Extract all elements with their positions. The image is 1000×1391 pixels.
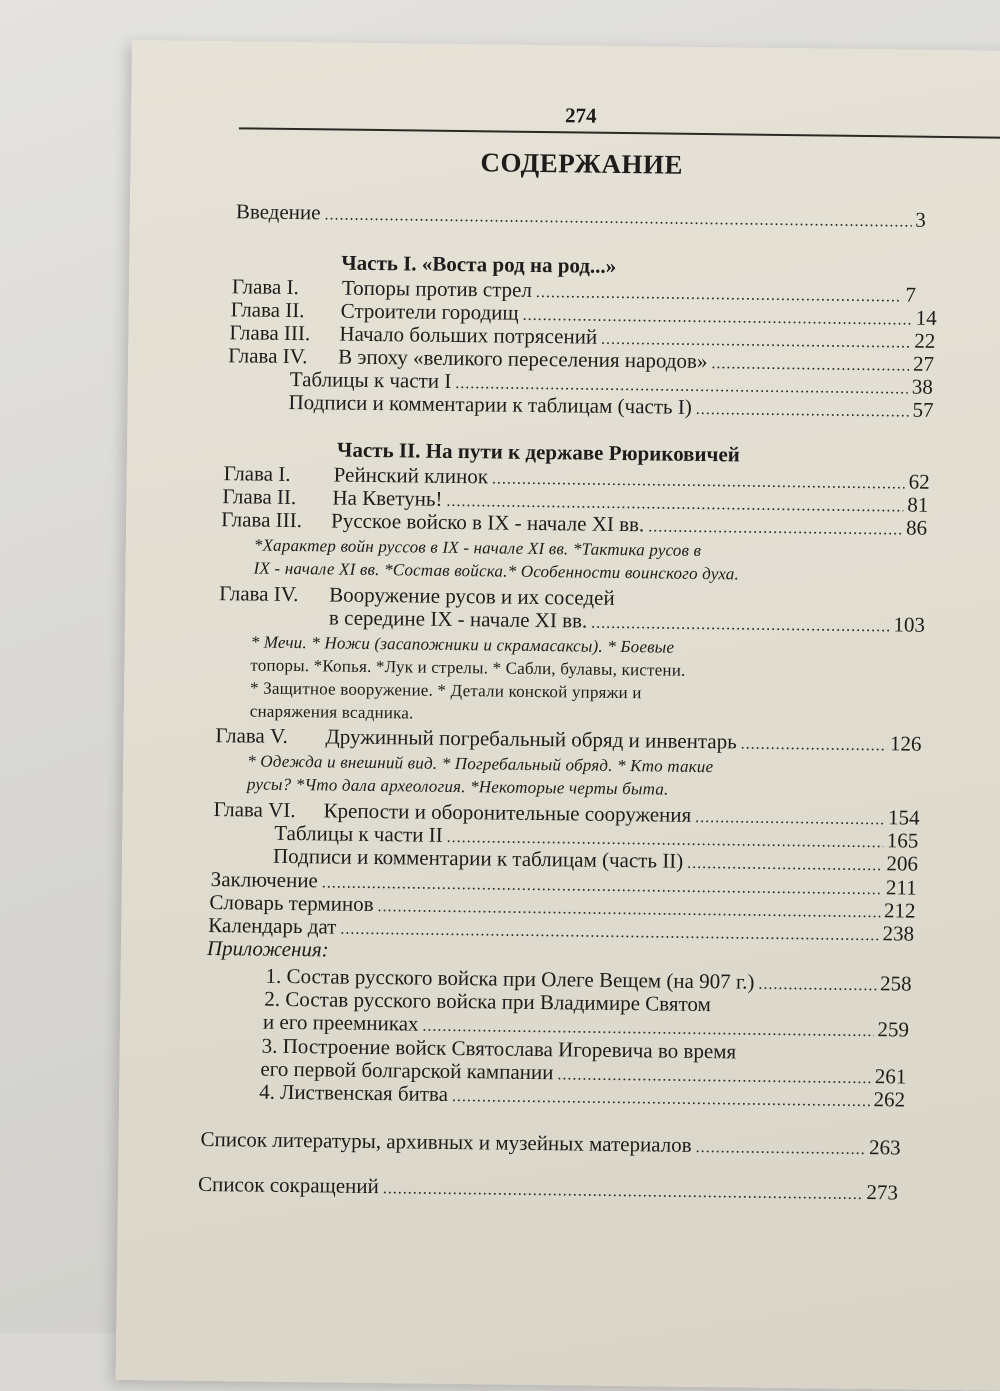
chapter-number: Глава II. — [230, 297, 305, 323]
entry-title: его первой болгарской кампании — [260, 1056, 554, 1085]
toc-title: СОДЕРЖАНИЕ — [480, 147, 684, 180]
toc-entry-intro — [236, 199, 926, 234]
chapter-subtopics: *Характер войн руссов в IX - начале XI вв. *Тактика русов в — [253, 535, 702, 560]
part1-heading: Часть I. «Воста род на род...» — [341, 250, 617, 278]
entry-page: 27 — [912, 351, 935, 376]
appendix-2-title-line: 2. Состав русского войска при Владимире Святом — [264, 986, 711, 1017]
entry-page: 273 — [866, 1180, 899, 1205]
entry-page: 165 — [886, 828, 919, 853]
chapter-number: Глава I. — [223, 461, 291, 486]
chapter-number: Глава I. — [231, 274, 299, 300]
entry-title: Подписи и комментарии к таблицам (часть I) — [288, 389, 692, 419]
entry-title: Строители городищ — [340, 298, 519, 325]
chapter-number: Глава V. — [215, 723, 288, 748]
entry-title: Вооружение русов и их соседей — [329, 582, 615, 610]
chapter-subtopics: снаряжения всадника. — [249, 701, 414, 723]
entry-title: в середине IX - начале XI вв. — [328, 605, 588, 633]
chapter-subtopics: IX - начале XI вв. *Состав войска.* Особенности воинского духа. — [253, 558, 740, 584]
entry-title: Рейнский клинок — [333, 462, 489, 489]
chapter-subtopics: русы? *Что дала археология. *Некоторые черты быта. — [246, 774, 669, 799]
entry-page: 206 — [886, 851, 919, 876]
entry-title: Дружинный погребальный обряд и инвентарь — [325, 724, 737, 754]
entry-title: Таблицы к части II — [274, 820, 443, 847]
entry-page: 126 — [889, 731, 922, 756]
dot-leader — [383, 1177, 863, 1207]
entry-title: На Кветунь! — [332, 485, 443, 511]
entry-page: 38 — [911, 374, 933, 399]
entry-title: Русское войско в IX - начале XI вв. — [330, 508, 645, 537]
entry-page: 154 — [887, 805, 920, 830]
chapter-subtopics: топоры. *Копья. *Лук и стрелы. * Сабли, булавы, кистени. — [250, 655, 686, 680]
chapter-number: Глава III. — [221, 507, 303, 533]
entry-title: Начало больших потрясений — [339, 321, 598, 349]
dot-leader — [758, 973, 876, 998]
entry-title: 1. Состав русского войска при Олеге Вещем (на 907 г.) — [265, 963, 755, 994]
entry-title: Словарь терминов — [209, 890, 374, 917]
entry-title: и его преемниках — [262, 1009, 419, 1036]
entry-title: 4. Лиственская битва — [259, 1079, 449, 1106]
chapter-subtopics: * Защитное вооружение. * Детали конской упряжи и — [249, 678, 642, 703]
entry-title: Введение — [235, 199, 321, 225]
page-number: 274 — [564, 103, 597, 128]
chapter-subtopics: * Мечи. * Ножи (засапожники и скрамасаксы). * Боевые — [250, 632, 675, 657]
entry-page: 7 — [905, 282, 917, 307]
entry-page: 62 — [908, 469, 930, 494]
entry-page: 238 — [882, 921, 915, 946]
entry-page: 212 — [883, 898, 916, 923]
entry-title: В эпоху «великого переселения народов» — [338, 344, 708, 374]
entry-page: 263 — [868, 1135, 901, 1160]
entry-page: 258 — [879, 971, 912, 996]
dot-leader — [741, 732, 887, 758]
entry-page: 57 — [912, 397, 934, 422]
toc-entry-abbreviations — [198, 1172, 898, 1208]
dot-leader — [324, 203, 911, 234]
entry-page: 262 — [873, 1087, 906, 1112]
toc-entry-bibliography — [200, 1127, 900, 1163]
chapter-number: Глава III. — [229, 320, 311, 346]
chapter-subtopics: * Одежда и внешний вид. * Погребальный обряд. * Кто такие — [247, 751, 714, 777]
chapter-number: Глава IV. — [228, 343, 308, 369]
part2-heading: Часть II. На пути к державе Рюриковичей — [336, 437, 741, 467]
dot-leader — [452, 1085, 870, 1114]
appendices-heading: Приложения: — [206, 935, 329, 962]
appendix-3-title-line: 3. Построение войск Святослава Игоревича во время — [261, 1033, 737, 1064]
dot-leader — [696, 398, 909, 425]
dot-leader — [695, 1136, 865, 1162]
entry-page: 81 — [907, 492, 929, 517]
entry-title: Список сокращений — [197, 1171, 379, 1199]
entry-page: 3 — [915, 207, 927, 232]
chapter-number: Глава II. — [222, 484, 297, 510]
chapter-number: Глава IV. — [219, 581, 299, 607]
entry-page: 211 — [885, 875, 917, 900]
entry-title: Крепости и оборонительные сооружения — [323, 798, 692, 827]
entry-title: Календарь дат — [208, 912, 337, 939]
entry-page: 103 — [893, 612, 926, 637]
table-of-contents — [116, 40, 1000, 1351]
entry-page: 14 — [915, 305, 937, 330]
dot-leader — [340, 918, 879, 949]
book-page — [116, 40, 1000, 1391]
entry-page: 259 — [877, 1017, 910, 1042]
entry-page: 22 — [914, 328, 936, 353]
entry-page: 86 — [905, 515, 928, 540]
entry-title: Список литературы, архивных и музейных материалов — [200, 1126, 692, 1157]
entry-title: Таблицы к части I — [289, 366, 452, 393]
entry-title: Подписи и комментарии к таблицам (часть II) — [272, 843, 684, 873]
chapter-number: Глава VI. — [213, 797, 296, 823]
entry-title: Заключение — [210, 867, 318, 893]
entry-page: 261 — [874, 1064, 907, 1089]
entry-title: Топоры против стрел — [341, 275, 533, 302]
